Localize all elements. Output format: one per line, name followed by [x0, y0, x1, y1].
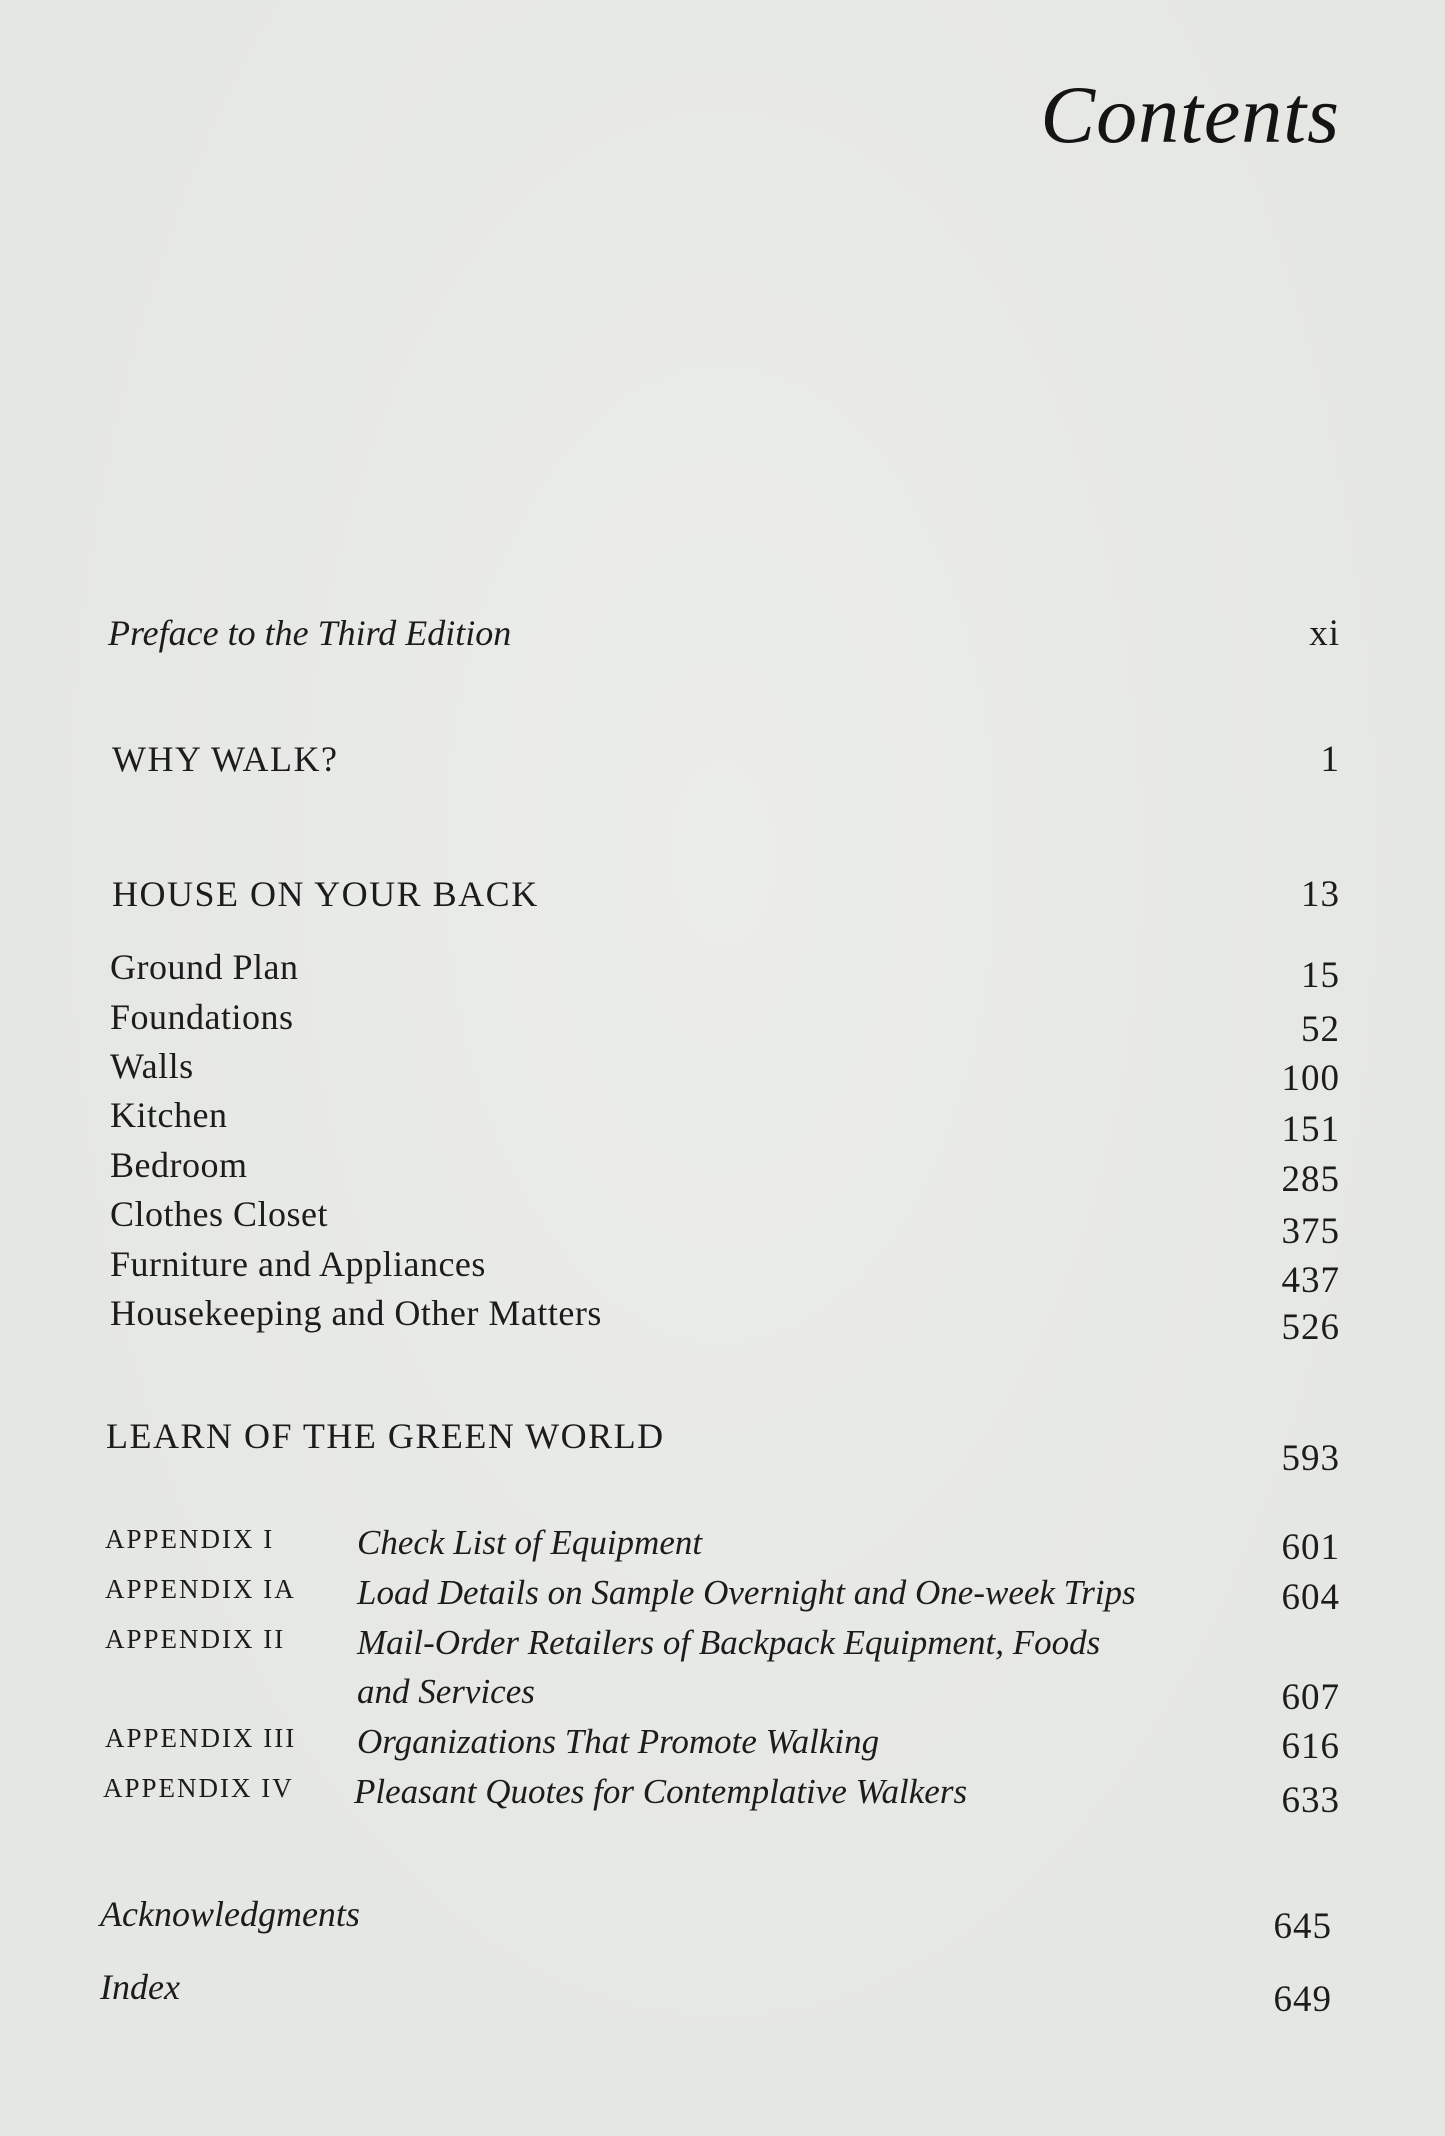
toc-page-number: 616	[1281, 1726, 1340, 1767]
toc-page-number: 13	[1301, 874, 1340, 915]
toc-chapter-label: Housekeeping and Other Matters	[110, 1293, 602, 1333]
toc-appendix	[0, 1568, 1445, 1618]
toc-page-number: 375	[1281, 1211, 1340, 1252]
toc-chapter	[0, 1292, 1445, 1348]
toc-page-number: 645	[1273, 1906, 1332, 1947]
toc-page-number: 52	[1301, 1009, 1340, 1050]
toc-page-number: 649	[1273, 1979, 1332, 2020]
toc-chapter	[0, 996, 1445, 1050]
appendix-title: Organizations That Promote Walking	[357, 1722, 880, 1761]
toc-page-number: 15	[1301, 955, 1340, 996]
toc-part-learn-of-the-green-world	[0, 1415, 1445, 1479]
toc-part-label: WHY WALK?	[112, 739, 339, 779]
toc-entry-acknowledgments	[0, 1893, 1445, 1947]
appendix-title: Mail-Order Retailers of Backpack Equipment, Foods	[357, 1623, 1101, 1662]
toc-page-number: 604	[1281, 1577, 1340, 1618]
toc-chapter	[0, 1094, 1445, 1150]
toc-page-number: 607	[1281, 1677, 1340, 1718]
appendix-title: Check List of Equipment	[357, 1523, 703, 1562]
toc-chapter-label: Clothes Closet	[110, 1194, 329, 1234]
appendix-key: APPENDIX I	[105, 1524, 275, 1554]
toc-part-label: LEARN OF THE GREEN WORLD	[106, 1416, 665, 1456]
appendix-title: Pleasant Quotes for Contemplative Walkers	[354, 1772, 968, 1811]
toc-chapter-label: Furniture and Appliances	[110, 1244, 486, 1284]
toc-chapter	[0, 946, 1445, 996]
toc-entry-label: Preface to the Third Edition	[108, 613, 512, 653]
toc-part-house-on-your-back	[0, 873, 1445, 923]
appendix-key: APPENDIX II	[105, 1624, 286, 1654]
toc-page-number: 437	[1281, 1260, 1340, 1301]
toc-chapter-label: Bedroom	[110, 1145, 248, 1185]
appendix-title-continued: and Services	[357, 1672, 535, 1711]
appendix-title: Load Details on Sample Overnight and One-week Trips	[357, 1573, 1136, 1612]
toc-chapter-label: Walls	[110, 1046, 194, 1086]
toc-appendix	[0, 1767, 1445, 1821]
toc-entry-label: Index	[100, 1967, 180, 2007]
page-title: Contents	[1040, 69, 1340, 160]
toc-part-why-walk	[0, 738, 1445, 788]
toc-appendix	[0, 1618, 1445, 1718]
toc-part-label: HOUSE ON YOUR BACK	[112, 874, 539, 914]
toc-entry-index	[0, 1966, 1445, 2020]
toc-chapter-label: Kitchen	[110, 1095, 228, 1135]
toc-page-number: 285	[1281, 1159, 1340, 1200]
toc-chapter	[0, 1193, 1445, 1252]
toc-page-number: 100	[1281, 1058, 1340, 1099]
toc-page-number: 1	[1320, 739, 1340, 780]
appendix-key: APPENDIX III	[105, 1723, 297, 1753]
toc-appendix	[0, 1518, 1445, 1568]
toc-chapter	[0, 1045, 1445, 1099]
toc-chapter	[0, 1243, 1445, 1301]
toc-page-number: 151	[1281, 1109, 1340, 1150]
toc-chapter-label: Foundations	[110, 997, 294, 1037]
toc-page-number: 633	[1281, 1780, 1340, 1821]
toc-page-number: 601	[1281, 1527, 1340, 1568]
appendix-key: APPENDIX IV	[103, 1773, 294, 1803]
toc-chapter	[0, 1144, 1445, 1200]
toc-page-number: 526	[1281, 1307, 1340, 1348]
toc-entry-label: Acknowledgments	[100, 1894, 360, 1934]
toc-page-number: xi	[1309, 613, 1340, 654]
toc-entry-preface	[0, 612, 1445, 662]
appendix-key: APPENDIX IA	[105, 1574, 296, 1604]
toc-page-number: 593	[1281, 1438, 1340, 1479]
toc-chapter-label: Ground Plan	[110, 947, 299, 987]
toc-appendix	[0, 1717, 1445, 1767]
